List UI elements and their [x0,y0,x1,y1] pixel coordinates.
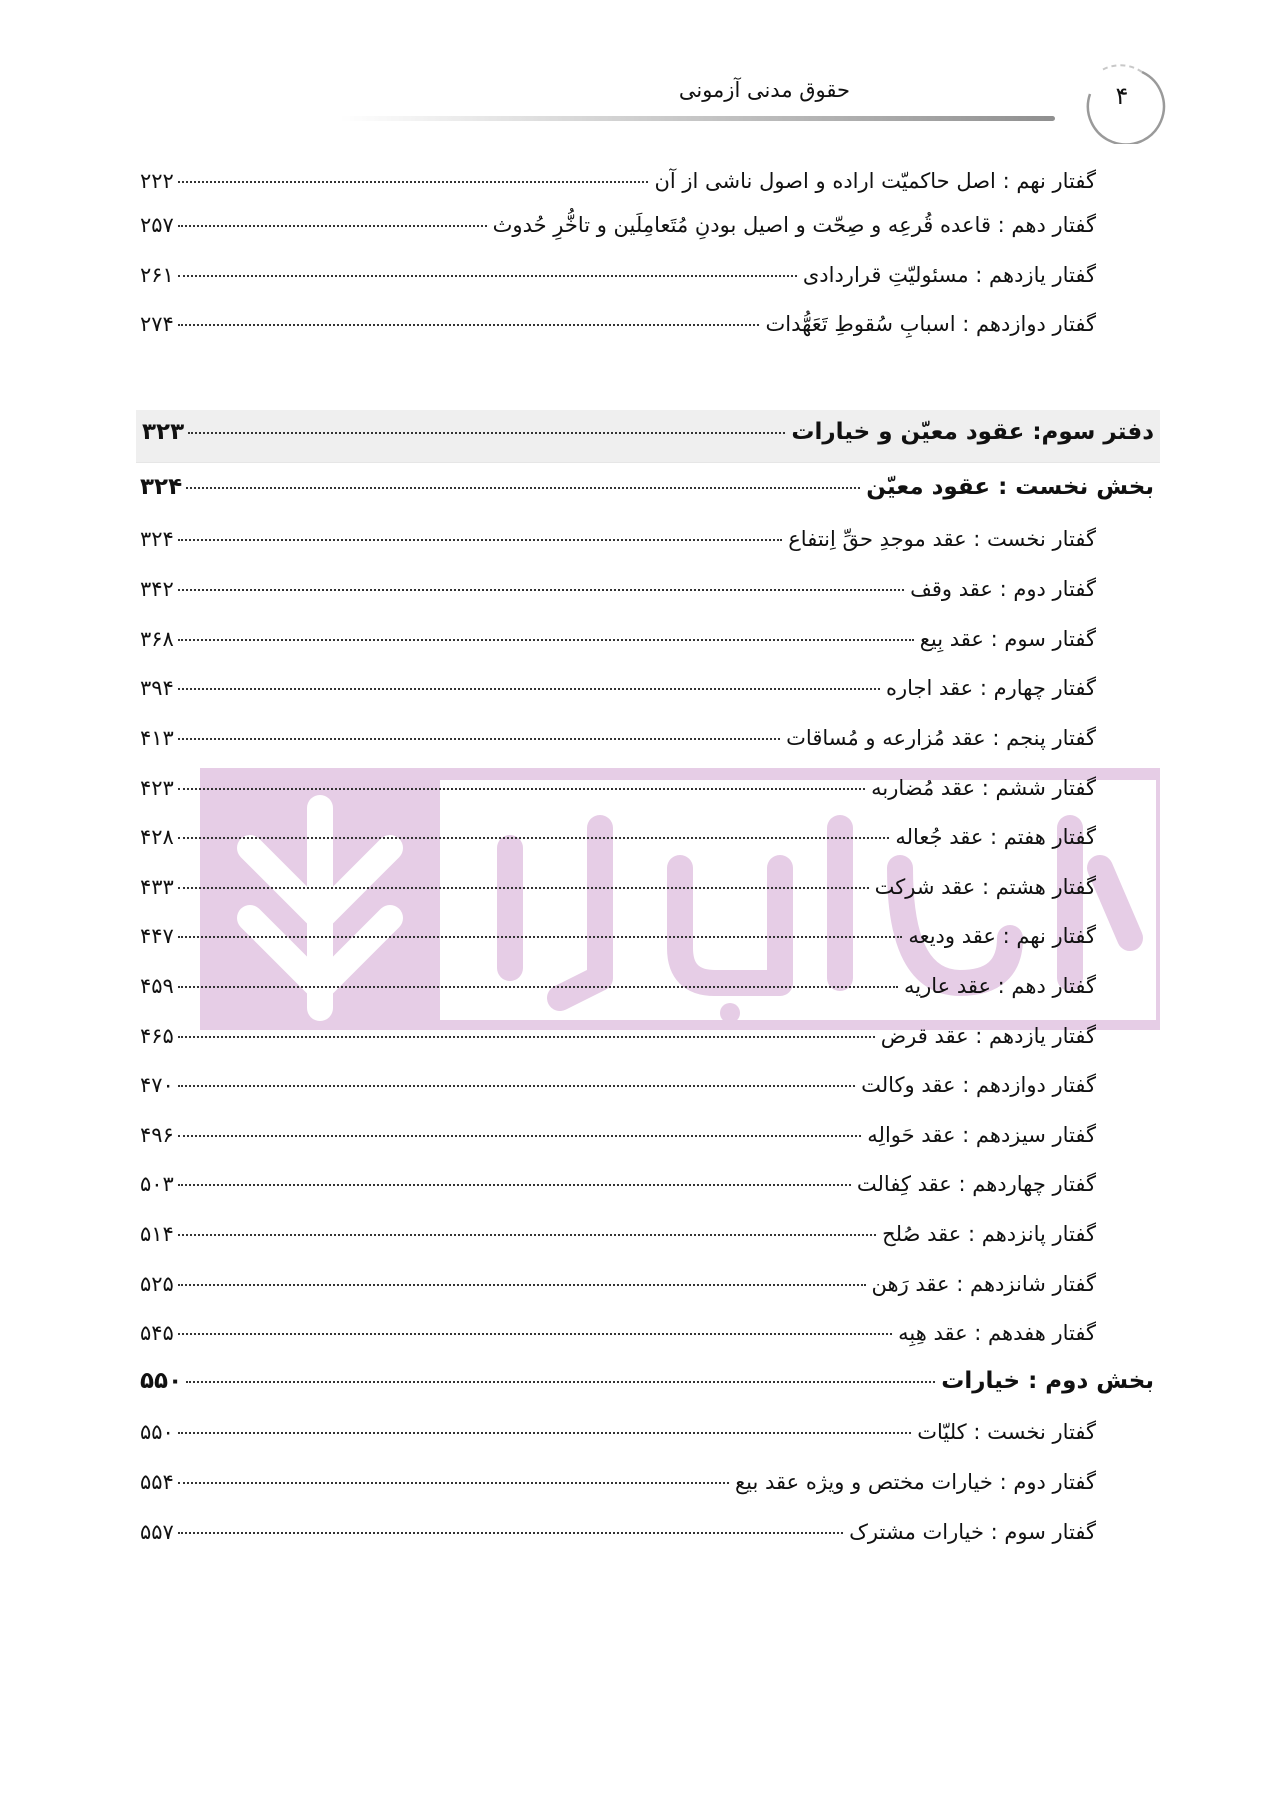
toc-entry [140,670,1096,714]
toc-entry-page: ۵۲۵ [140,1272,174,1296]
toc-entry-page: ۴۶۵ [140,1024,174,1048]
toc-section-page: ۳۲۴ [140,474,183,500]
toc-dot-leader [178,1234,876,1236]
toc-dot-leader [186,487,860,489]
toc-entry [140,1018,1096,1062]
toc-entry-title: گفتار نخست : کلیّات [917,1420,1096,1444]
toc-dot-leader [178,324,760,326]
toc-entry-page: ۲۵۷ [140,213,174,237]
toc-book-title: دفتر سوم: عقود معیّن و خیارات [791,419,1154,445]
toc-dot-leader [178,181,649,183]
toc-dot-leader [178,639,914,641]
toc-entry-title: گفتار نهم : عقد ودیعه [908,924,1096,948]
toc-entry [140,1315,1096,1359]
toc-dot-leader [178,986,898,988]
toc-entry-title: گفتار چهاردهم : عقد کِفالت [856,1172,1096,1196]
toc-dot-leader [188,432,785,434]
toc-entry [140,918,1096,962]
toc-dot-leader [178,589,904,591]
toc-entry-page: ۴۴۷ [140,924,174,948]
toc-entry-title: گفتار شانزدهم : عقد رَهن [871,1272,1096,1296]
toc-dot-leader [178,688,880,690]
toc-entry-page: ۲۲۲ [140,169,174,193]
toc-dot-leader [178,1184,851,1186]
toc-entry-title: گفتار پنجم : عقد مُزارعه و مُساقات [786,726,1096,750]
toc-entry-title: گفتار پانزدهم : عقد صُلح [882,1222,1096,1246]
toc-entry [140,1166,1096,1210]
toc-entry-title: گفتار هفتم : عقد جُعاله [895,825,1096,849]
toc-entry-page: ۳۹۴ [140,676,174,700]
toc-book-page: ۳۲۳ [142,419,185,445]
toc-dot-leader [178,1482,729,1484]
toc-entry-title: گفتار سیزدهم : عقد حَوالِه [867,1123,1096,1147]
toc-entry-title: گفتار دوم : عقد وقف [910,577,1096,601]
toc-entry [140,1514,1096,1558]
toc-entry [140,1216,1096,1260]
toc-dot-leader [178,738,780,740]
toc-entry-page: ۵۵۴ [140,1470,174,1494]
toc-dot-leader [178,225,487,227]
toc-entry [140,257,1096,301]
toc-entry [140,770,1096,814]
toc-entry-title: گفتار یازدهم : عقد قرض [880,1024,1096,1048]
toc-dot-leader [178,275,797,277]
toc-entry-title: گفتار دوازدهم : عقد وکالت [861,1073,1096,1097]
toc-dot-leader [178,887,869,889]
toc-entry-title: گفتار یازدهم : مسئولیّتِ قراردادی [802,263,1096,287]
toc-entry-page: ۳۴۲ [140,577,174,601]
toc-section-title: بخش دوم : خیارات [941,1368,1154,1394]
toc-entry-title: گفتار دوازدهم : اسبابِ سُقوطِ تَعَهُّدات [765,312,1096,336]
toc-entry [140,1067,1096,1111]
toc-entry-page: ۵۵۰ [140,1420,174,1444]
toc-entry [140,1464,1096,1508]
toc-dot-leader [178,788,865,790]
toc-section-heading [140,468,1154,512]
toc-entry [140,968,1096,1012]
toc-entry [140,521,1096,565]
toc-entry-title: گفتار دهم : قاعده قُرعِه و صِحّت و اصیل بودنِ مُتَعامِلَین و تاخُّرِ حُدوث [492,213,1096,237]
toc-entry [140,869,1096,913]
toc-entry-page: ۲۷۴ [140,312,174,336]
toc-entry-title: گفتار هشتم : عقد شرکت [874,875,1096,899]
toc-dot-leader [178,1036,875,1038]
toc-entry-page: ۴۲۳ [140,776,174,800]
page-header [300,58,1180,148]
toc-entry-title: گفتار هفدهم : عقد هِبِه [898,1321,1096,1345]
header-rule [340,116,1055,121]
toc-entry-page: ۵۵۷ [140,1520,174,1544]
toc-entry-page: ۵۰۳ [140,1172,174,1196]
toc-entry-title: گفتار چهارم : عقد اجاره [885,676,1096,700]
toc-entry-page: ۴۳۳ [140,875,174,899]
toc-entry-title: گفتار دوم : خیارات مختص و ویژه عقد بیع [734,1470,1096,1494]
toc-entry-page: ۵۱۴ [140,1222,174,1246]
toc-entry [140,1414,1096,1458]
toc-entry [140,1117,1096,1161]
toc-entry [140,571,1096,615]
toc-dot-leader [178,1135,861,1137]
toc-entry-page: ۲۶۱ [140,263,174,287]
toc-dot-leader [186,1381,935,1383]
toc-entry [140,306,1096,350]
running-book-title: حقوق مدنی آزمونی [678,78,850,102]
toc-entry [140,163,1096,207]
toc-entry-title: گفتار دهم : عقد عاریه [903,974,1096,998]
toc-entry-page: ۳۲۴ [140,527,174,551]
toc-entry [140,1266,1096,1310]
toc-entry-title: گفتار سوم : خیارات مشترک [849,1520,1096,1544]
toc-section-page: ۵۵۰ [140,1368,183,1394]
toc-entry-page: ۴۹۶ [140,1123,174,1147]
toc-entry-page: ۵۴۵ [140,1321,174,1345]
toc-dot-leader [178,1532,843,1534]
toc-dot-leader [178,1432,911,1434]
toc-entry-page: ۴۵۹ [140,974,174,998]
toc-entry-title: گفتار ششم : عقد مُضاربه [871,776,1096,800]
toc-dot-leader [178,1085,855,1087]
toc-dot-leader [178,539,782,541]
toc-entry [140,720,1096,764]
toc-section-title: بخش نخست : عقود معیّن [866,474,1154,500]
page-number-badge [1072,64,1172,144]
toc-book-heading [136,410,1160,463]
toc-dot-leader [178,837,890,839]
toc-entry-title: گفتار سوم : عقد بِیع [919,627,1096,651]
toc-entry [140,207,1096,251]
toc-entry-page: ۴۲۸ [140,825,174,849]
page-number: ۴ [1115,82,1129,110]
toc-entry-page: ۳۶۸ [140,627,174,651]
toc-entry [140,819,1096,863]
toc-dot-leader [178,1284,866,1286]
toc-dot-leader [178,1333,892,1335]
toc-entry-page: ۴۷۰ [140,1073,174,1097]
toc-dot-leader [178,936,902,938]
toc-entry-title: گفتار نخست : عقد موجدِ حقِّ اِنتفاع [788,527,1096,551]
toc-entry [140,621,1096,665]
toc-entry-page: ۴۱۳ [140,726,174,750]
toc-entry-title: گفتار نهم : اصل حاکمیّت اراده و اصول ناشی از آن [654,169,1096,193]
toc-section-heading [140,1362,1154,1406]
